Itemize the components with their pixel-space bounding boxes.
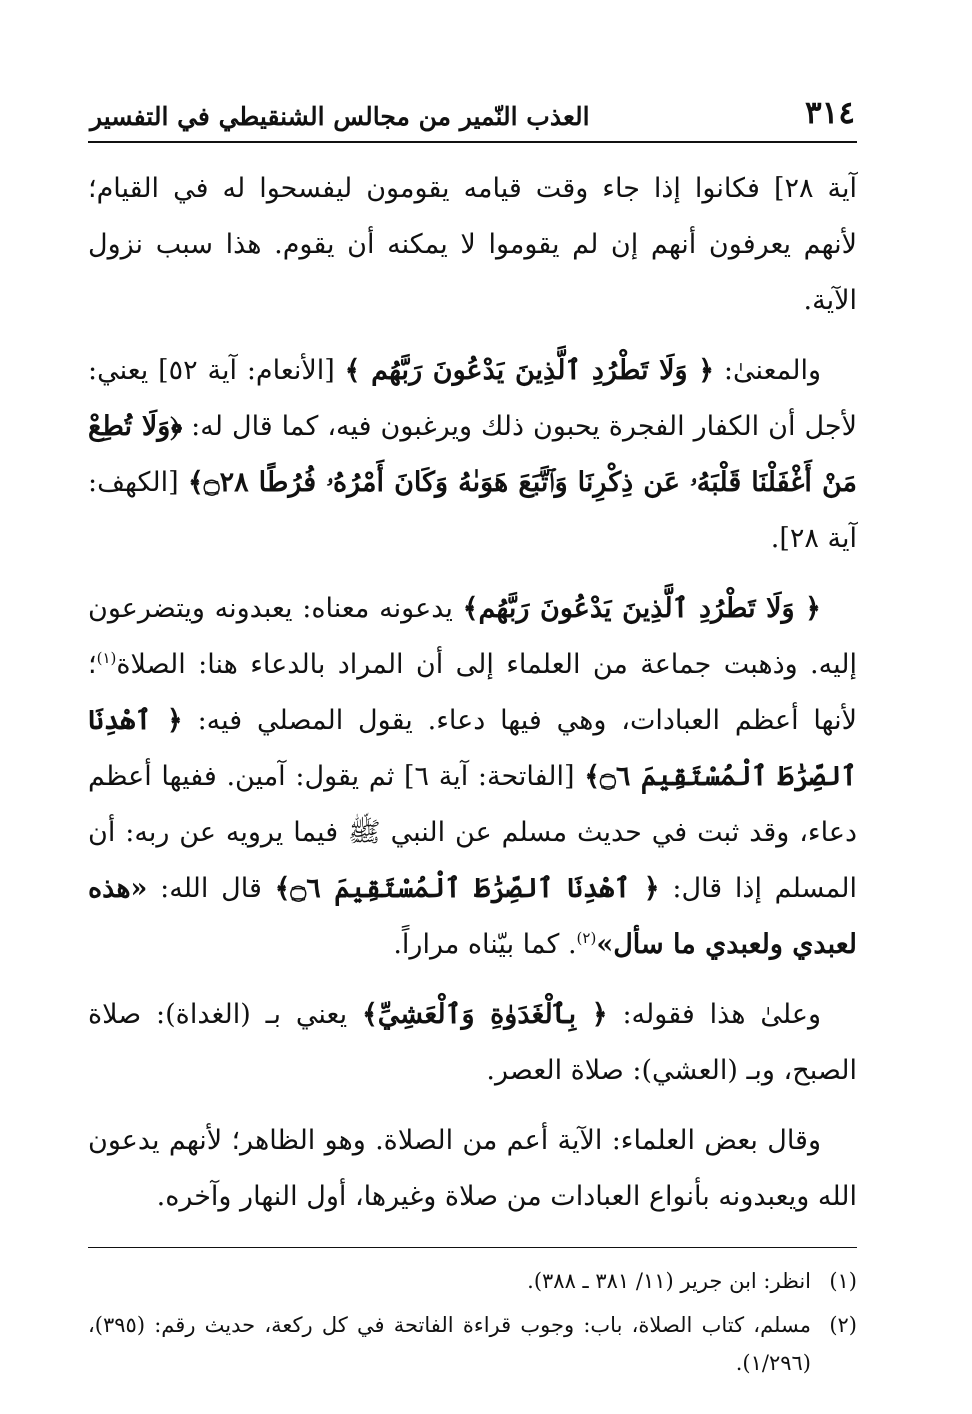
footnote-number: (١): [829, 1269, 857, 1293]
footnotes: [88, 1247, 857, 1382]
text-run: [الكهف: آية ٢٨].: [88, 467, 857, 554]
text-run: ؛ لأنها أعظم العبادات، وهي فيها دعاء. يقول المصلي فيه:: [88, 649, 857, 736]
text-run: . كما بيّناه مراراً.: [393, 929, 577, 960]
quran-verse: ﴿ ٱهْدِنَا ٱلصِّرَٰطَ ٱلْمُسْتَقِيمَ ۝٦﴾: [88, 705, 858, 792]
footnote-ref[interactable]: (١): [96, 649, 117, 667]
running-header: [88, 95, 857, 143]
page-number: ٣١٤: [805, 95, 855, 131]
hadith-quote: «هذه لعبدي ولعبدي ما سأل»: [88, 873, 857, 960]
text-run: وقال بعض العلماء: الآية أعم من الصلاة. وهو الظاهر؛ لأنهم يدعون الله ويعبدونه بأنواع العبادات من صلاة وغيرها، أول النهار وآخره.: [88, 1125, 857, 1212]
text-run: وعلىٰ هذا فقوله:: [607, 999, 821, 1030]
paragraph-p5: [88, 1113, 857, 1225]
footnote-number: (٢): [829, 1313, 857, 1337]
quran-verse: ﴿ وَلَا تَطْرُدِ ٱلَّذِينَ يَدْعُونَ رَبَّهُم﴾: [462, 593, 821, 624]
text-run: قال الله:: [147, 873, 275, 904]
paragraph-p3: [88, 581, 857, 973]
text-run: [الفاتحة: آية ٦] ثم يقول: آمين. ففيها أعظم دعاء، وقد ثبت في حديث مسلم عن النبي ﷺ فيما يرويه عن ربه: أن المسلم إذا قال:: [88, 761, 857, 904]
text-run: والمعنىٰ:: [714, 355, 822, 386]
text-run: يعني بـ (الغداة): صلاة الصبح، وبـ (العشي): صلاة العصر.: [88, 999, 857, 1086]
quran-verse: ﴿ وَلَا تَطْرُدِ ٱلَّذِينَ يَدْعُونَ رَبَّهُم ﴾: [344, 355, 715, 386]
footnote-separator: [88, 1247, 857, 1248]
footnote-text: انظر: ابن جرير (١١/ ٣٨١ ـ ٣٨٨).: [527, 1269, 811, 1293]
footnote-item: [88, 1306, 857, 1382]
paragraph-p4: [88, 987, 857, 1099]
footnote-item: [88, 1262, 857, 1300]
quran-verse: ﴿ ٱهْدِنَا ٱلصِّرَٰطَ ٱلْمُسْتَقِيمَ ۝٦﴾: [274, 873, 660, 904]
page-body: [88, 143, 857, 1225]
footnote-list: [88, 1262, 857, 1382]
paragraph-p2: [88, 343, 857, 567]
footnote-ref[interactable]: (٢): [576, 929, 597, 947]
quran-verse: ﴿وَلَا تُطِعْ مَنْ أَغْفَلْنَا قَلْبَهُۥ عَن ذِكْرِنَا وَٱتَّبَعَ هَوَىٰهُ وَكَانَ أَمْرُهُۥ فُرُطًا ۝٢٨﴾: [88, 411, 857, 498]
quran-verse: ﴿ بِٱلْغَدَوٰةِ وَٱلْعَشِيِّ﴾: [361, 999, 608, 1030]
text-run: آية ٢٨] فكانوا إذا جاء وقت قيامه يقومون ليفسحوا له في القيام؛ لأنهم يعرفون أنهم إن لم يقوموا لا يمكنه أن يقوم. هذا سبب نزول الآية.: [88, 173, 858, 316]
footnote-text: مسلم، كتاب الصلاة، باب: وجوب قراءة الفاتحة في كل ركعة، حديث رقم: (٣٩٥)، (١/٢٩٦).: [88, 1313, 811, 1375]
book-title: العذب النّمير من مجالس الشنقيطي في التفسير: [90, 102, 590, 131]
text-run: يدعونه معناه: يعبدونه ويتضرعون إليه. وذهبت جماعة من العلماء إلى أن المراد بالدعاء هنا: الصلاة: [88, 593, 857, 680]
paragraph-p1: [88, 161, 857, 329]
text-run: [الأنعام: آية ٥٢] يعني: لأجل أن الكفار الفجرة يحبون ذلك ويرغبون فيه، كما قال له:: [88, 355, 857, 442]
